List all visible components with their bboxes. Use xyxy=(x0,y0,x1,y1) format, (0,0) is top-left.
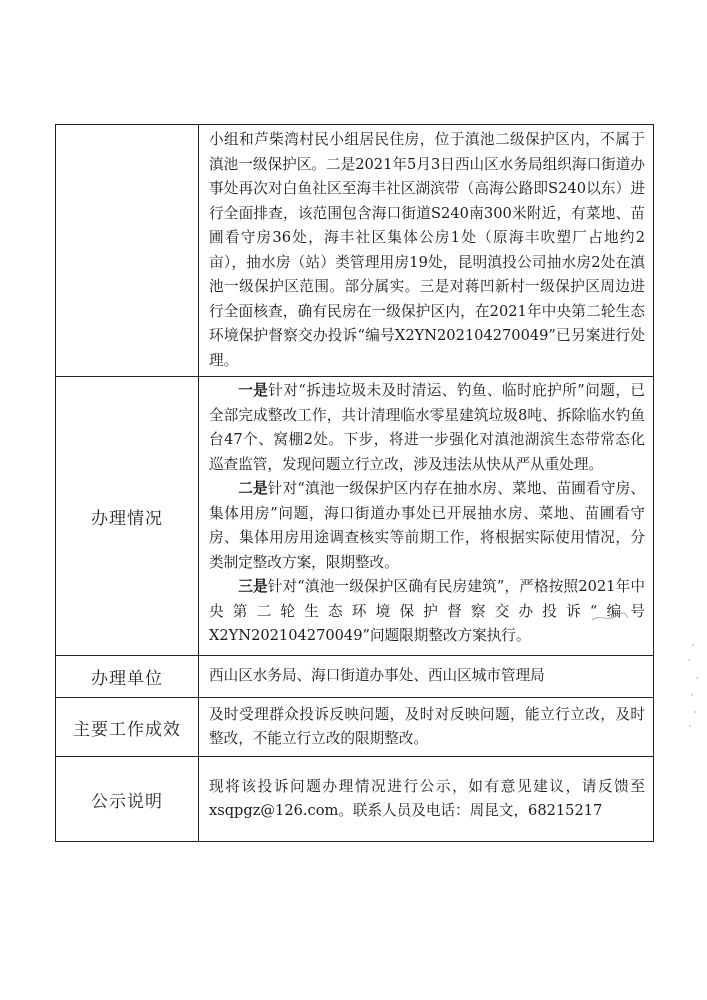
complaint-verification-text xyxy=(199,125,654,377)
handling-lead-2: 二是 xyxy=(238,480,268,497)
scan-dots-decoration xyxy=(683,640,703,730)
handling-lead-1: 一是 xyxy=(238,382,269,399)
row-label-units: 办理单位 xyxy=(56,656,199,698)
verification-paragraph: 小组和芦柴湾村民小组居民住房，位于滇池二级保护区内，不属于滇池一级保护区。二是2021年5月3日西山区水务局组织海口街道办事处再次对白鱼社区至海丰社区湖滨带（高海公路即S240以东）进行全面排查，该范围包含海口街道S240南300米附近，有菜地、苗圃看守房36处，海丰社区集体公房1处（原海丰吹塑厂占地约2亩），抽水房（站）类管理用房19处，昆明滇投公司抽水房2处在滇池一级保护区范围。部分属实。三是对蒋凹新村一级保护区周边进行全面核查，确有民房在一级保护区内，在2021年中央第二轮生态环境保护督察交办投诉“编号X2YN202104270049”已另案进行处理。 xyxy=(209,131,645,369)
notice-text: 现将该投诉问题办理情况进行公示，如有意见建议，请反馈至xsqpgz@126.com。联系人员及电话：周昆文，68215217 xyxy=(199,757,654,842)
table-row-notice xyxy=(56,757,654,842)
pen-scribble-mark xyxy=(590,610,630,624)
table-row-complaint-continuation xyxy=(56,125,654,377)
results-text: 及时受理群众投诉反映问题，及时对反映问题，能立行立改，及时整改，不能立行立改的限期整改。 xyxy=(199,698,654,757)
handling-paragraph-1 xyxy=(209,379,645,477)
table-row-handling-units xyxy=(56,656,654,698)
handling-paragraph-3 xyxy=(209,575,645,649)
handling-text-3: 针对“滇池一级保护区确有民房建筑”，严格按照2021年中央第二轮生态环境保护督察交办投诉“编号X2YN202104270049”问题限期整改方案执行。 xyxy=(209,578,645,644)
row-label-handling: 办理情况 xyxy=(56,377,199,656)
handling-units-text: 西山区水务局、海口街道办事处、西山区城市管理局 xyxy=(199,656,654,698)
table-row-handling xyxy=(56,377,654,656)
row-label-notice: 公示说明 xyxy=(56,757,199,842)
handling-text-2: 针对“滇池一级保护区内存在抽水房、菜地、苗圃看守房、集体用房”问题，海口街道办事处已开展抽水房、菜地、苗圃看守房、集体用房用途调查核实等前期工作，将根据实际使用情况，分类制定整改方案，限期整改。 xyxy=(209,480,645,571)
handling-lead-3: 三是 xyxy=(238,578,268,595)
handling-details xyxy=(199,377,654,656)
handling-paragraph-2 xyxy=(209,477,645,575)
row-label-results: 主要工作成效 xyxy=(56,698,199,757)
table-row-results xyxy=(56,698,654,757)
handling-text-1: 针对“拆违垃圾未及时清运、钓鱼、临时庇护所”问题，已全部完成整改工作，共计清理临水零星建筑垃圾8吨、拆除临水钓鱼台47个、窝棚2处。下步，将进一步强化对滇池湖滨生态带常态化巡查监管，发现问题立行立改，涉及违法从快从严从重处理。 xyxy=(209,382,645,473)
row-label-empty xyxy=(56,125,199,377)
complaint-handling-table xyxy=(55,124,654,842)
